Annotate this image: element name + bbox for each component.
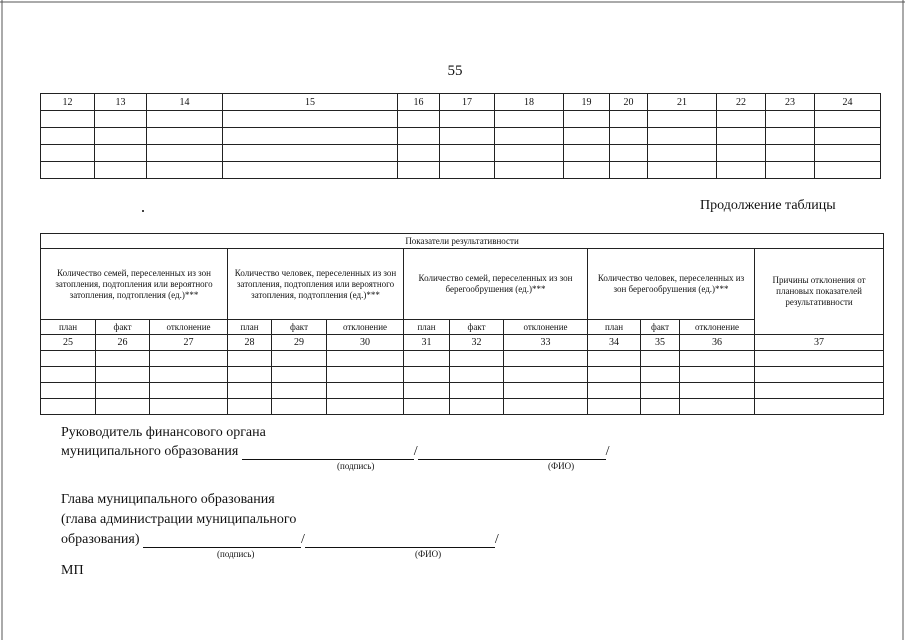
column-number: 17 bbox=[440, 94, 495, 111]
table-cell[interactable] bbox=[766, 128, 815, 145]
table-cell[interactable] bbox=[450, 367, 504, 383]
signature-caption: (подпись) bbox=[337, 461, 375, 471]
sub-header-deviation: отклонение bbox=[327, 320, 404, 335]
municipal-head-title-line1: Глава муниципального образования bbox=[61, 492, 275, 507]
table-cell[interactable] bbox=[588, 399, 641, 415]
table-cell[interactable] bbox=[717, 162, 766, 179]
table-cell[interactable] bbox=[327, 383, 404, 399]
top-table-body bbox=[41, 111, 881, 179]
column-number: 29 bbox=[272, 335, 327, 351]
table-cell[interactable] bbox=[450, 383, 504, 399]
table-cell[interactable] bbox=[41, 162, 95, 179]
table-cell[interactable] bbox=[404, 367, 450, 383]
page-number: 55 bbox=[447, 63, 463, 79]
table-cell[interactable] bbox=[272, 351, 327, 367]
table-cell[interactable] bbox=[648, 128, 717, 145]
table-cell[interactable] bbox=[41, 383, 96, 399]
table-cell[interactable] bbox=[41, 111, 95, 128]
column-number: 12 bbox=[41, 94, 95, 111]
table-cell[interactable] bbox=[648, 145, 717, 162]
table-cell[interactable] bbox=[95, 145, 147, 162]
municipal-head-title-line3: образования) bbox=[61, 532, 140, 547]
table-cell[interactable] bbox=[96, 383, 150, 399]
table-cell[interactable] bbox=[440, 111, 495, 128]
municipal-head-title-line2: (глава администрации муниципального bbox=[61, 512, 297, 527]
table-cell[interactable] bbox=[504, 399, 588, 415]
table-cell[interactable] bbox=[755, 367, 884, 383]
table-cell[interactable] bbox=[440, 128, 495, 145]
table-cell[interactable] bbox=[147, 128, 223, 145]
table-cell[interactable] bbox=[641, 383, 680, 399]
table-cell[interactable] bbox=[223, 162, 398, 179]
column-number: 19 bbox=[564, 94, 610, 111]
table-cell[interactable] bbox=[223, 111, 398, 128]
reasons-header: Причины отклонения от плановых показателей результативности bbox=[755, 249, 884, 335]
table-cell[interactable] bbox=[815, 111, 881, 128]
table-cell[interactable] bbox=[41, 145, 95, 162]
finance-head-signature-line bbox=[61, 444, 610, 460]
table-cell[interactable] bbox=[648, 162, 717, 179]
column-number: 16 bbox=[398, 94, 440, 111]
table-cell[interactable] bbox=[404, 399, 450, 415]
table-cell[interactable] bbox=[450, 399, 504, 415]
table-cell[interactable] bbox=[398, 128, 440, 145]
top-table-header-row bbox=[41, 94, 881, 111]
column-number: 13 bbox=[95, 94, 147, 111]
table-cell[interactable] bbox=[588, 367, 641, 383]
sub-header-fact: факт bbox=[96, 320, 150, 335]
municipal-head-signature-line bbox=[61, 532, 499, 548]
table-cell[interactable] bbox=[495, 162, 564, 179]
stamp-placeholder: МП bbox=[61, 563, 84, 578]
table-cell[interactable] bbox=[450, 351, 504, 367]
table-cell[interactable] bbox=[680, 383, 755, 399]
table-cell[interactable] bbox=[610, 128, 648, 145]
table-cell[interactable] bbox=[648, 111, 717, 128]
column-number: 25 bbox=[41, 335, 96, 351]
table-cell[interactable] bbox=[223, 145, 398, 162]
table-cell[interactable] bbox=[147, 162, 223, 179]
table-row bbox=[41, 351, 884, 367]
table-cell[interactable] bbox=[717, 111, 766, 128]
sub-header-plan: план bbox=[588, 320, 641, 335]
table-cell[interactable] bbox=[150, 383, 228, 399]
group-header: Показатели результативности bbox=[41, 234, 884, 249]
table-cell[interactable] bbox=[327, 351, 404, 367]
finance-head-signature-field[interactable] bbox=[242, 445, 414, 460]
table-row bbox=[41, 383, 884, 399]
table-cell[interactable] bbox=[641, 351, 680, 367]
table-row bbox=[41, 145, 881, 162]
top-table bbox=[40, 93, 881, 179]
table-cell[interactable] bbox=[610, 162, 648, 179]
main-table-body bbox=[41, 351, 884, 415]
column-number: 26 bbox=[96, 335, 150, 351]
table-cell[interactable] bbox=[272, 383, 327, 399]
table-cell[interactable] bbox=[228, 399, 272, 415]
table-cell[interactable] bbox=[717, 128, 766, 145]
column-number: 14 bbox=[147, 94, 223, 111]
name-caption: (ФИО) bbox=[415, 549, 442, 559]
table-cell[interactable] bbox=[610, 145, 648, 162]
table-cell[interactable] bbox=[755, 383, 884, 399]
table-cell[interactable] bbox=[228, 351, 272, 367]
table-cell[interactable] bbox=[680, 399, 755, 415]
table-cell[interactable] bbox=[327, 399, 404, 415]
table-cell[interactable] bbox=[96, 351, 150, 367]
table-cell[interactable] bbox=[815, 145, 881, 162]
table-cell[interactable] bbox=[440, 162, 495, 179]
table-cell[interactable] bbox=[150, 367, 228, 383]
table-cell[interactable] bbox=[223, 128, 398, 145]
table-cell[interactable] bbox=[398, 145, 440, 162]
stray-mark bbox=[142, 210, 144, 212]
table-cell[interactable] bbox=[41, 128, 95, 145]
table-cell[interactable] bbox=[504, 383, 588, 399]
column-number: 31 bbox=[404, 335, 450, 351]
column-number: 28 bbox=[228, 335, 272, 351]
column-number: 34 bbox=[588, 335, 641, 351]
column-number: 24 bbox=[815, 94, 881, 111]
column-number: 37 bbox=[755, 335, 884, 351]
table-row bbox=[41, 399, 884, 415]
column-number: 20 bbox=[610, 94, 648, 111]
signature-caption: (подпись) bbox=[217, 549, 255, 559]
finance-head-title-line1: Руководитель финансового органа bbox=[61, 425, 266, 440]
indicator-header-people-erosion: Количество человек, переселенных из зон берегообрушения (ед.)*** bbox=[588, 249, 755, 320]
indicator-header-row bbox=[41, 249, 884, 320]
table-cell[interactable] bbox=[610, 111, 648, 128]
column-number: 33 bbox=[504, 335, 588, 351]
table-cell[interactable] bbox=[95, 128, 147, 145]
performance-indicators-table bbox=[40, 233, 884, 415]
finance-head-title-line2: муниципального образования bbox=[61, 444, 239, 459]
separator: / bbox=[494, 532, 499, 547]
sub-header-fact: факт bbox=[641, 320, 680, 335]
column-number: 36 bbox=[680, 335, 755, 351]
table-cell[interactable] bbox=[96, 367, 150, 383]
table-cell[interactable] bbox=[588, 351, 641, 367]
table-cell[interactable] bbox=[404, 383, 450, 399]
table-cell[interactable] bbox=[327, 367, 404, 383]
table-cell[interactable] bbox=[228, 367, 272, 383]
column-number: 18 bbox=[495, 94, 564, 111]
column-number: 35 bbox=[641, 335, 680, 351]
table-row bbox=[41, 111, 881, 128]
table-cell[interactable] bbox=[272, 367, 327, 383]
table-cell[interactable] bbox=[680, 351, 755, 367]
municipal-head-signature-field[interactable] bbox=[143, 533, 301, 548]
sub-header-deviation: отклонение bbox=[680, 320, 755, 335]
sub-header-deviation: отклонение bbox=[504, 320, 588, 335]
table-cell[interactable] bbox=[41, 351, 96, 367]
table-cell[interactable] bbox=[504, 351, 588, 367]
table-row bbox=[41, 367, 884, 383]
sub-header-deviation: отклонение bbox=[150, 320, 228, 335]
table-cell[interactable] bbox=[95, 162, 147, 179]
table-cell[interactable] bbox=[504, 367, 588, 383]
sub-header-plan: план bbox=[41, 320, 96, 335]
group-header-row bbox=[41, 234, 884, 249]
column-number: 22 bbox=[717, 94, 766, 111]
table-cell[interactable] bbox=[564, 162, 610, 179]
table-cell[interactable] bbox=[398, 162, 440, 179]
table-cell[interactable] bbox=[564, 111, 610, 128]
table-cell[interactable] bbox=[96, 399, 150, 415]
table-cell[interactable] bbox=[680, 367, 755, 383]
column-number: 15 bbox=[223, 94, 398, 111]
table-cell[interactable] bbox=[95, 111, 147, 128]
table-cell[interactable] bbox=[588, 383, 641, 399]
table-cell[interactable] bbox=[228, 383, 272, 399]
column-number: 21 bbox=[648, 94, 717, 111]
table-cell[interactable] bbox=[41, 399, 96, 415]
table-cell[interactable] bbox=[766, 162, 815, 179]
column-number: 27 bbox=[150, 335, 228, 351]
separator: / bbox=[413, 444, 418, 459]
table-cell[interactable] bbox=[641, 399, 680, 415]
continuation-label: Продолжение таблицы bbox=[700, 198, 836, 213]
table-cell[interactable] bbox=[495, 111, 564, 128]
sub-header-plan: план bbox=[404, 320, 450, 335]
table-cell[interactable] bbox=[641, 367, 680, 383]
table-cell[interactable] bbox=[564, 128, 610, 145]
table-cell[interactable] bbox=[815, 162, 881, 179]
finance-head-name-field[interactable] bbox=[418, 445, 606, 460]
table-cell[interactable] bbox=[766, 111, 815, 128]
table-cell[interactable] bbox=[717, 145, 766, 162]
sub-header-fact: факт bbox=[272, 320, 327, 335]
table-cell[interactable] bbox=[41, 367, 96, 383]
table-cell[interactable] bbox=[766, 145, 815, 162]
column-number: 30 bbox=[327, 335, 404, 351]
table-cell[interactable] bbox=[440, 145, 495, 162]
column-number-row bbox=[41, 335, 884, 351]
table-cell[interactable] bbox=[147, 145, 223, 162]
table-cell[interactable] bbox=[272, 399, 327, 415]
table-row bbox=[41, 128, 881, 145]
indicator-header-families-flood: Количество семей, переселенных из зон затопления, подтопления или вероятного затопления, подтопления (ед.)*** bbox=[41, 249, 228, 320]
municipal-head-name-field[interactable] bbox=[305, 533, 495, 548]
table-cell[interactable] bbox=[150, 351, 228, 367]
column-number: 23 bbox=[766, 94, 815, 111]
indicator-header-people-flood: Количество человек, переселенных из зон затопления, подтопления или вероятного затопления, подтопления (ед.)*** bbox=[228, 249, 404, 320]
table-cell[interactable] bbox=[147, 111, 223, 128]
table-cell[interactable] bbox=[404, 351, 450, 367]
column-number: 32 bbox=[450, 335, 504, 351]
table-cell[interactable] bbox=[564, 145, 610, 162]
sub-header-fact: факт bbox=[450, 320, 504, 335]
separator: / bbox=[605, 444, 610, 459]
table-cell[interactable] bbox=[755, 351, 884, 367]
table-cell[interactable] bbox=[495, 128, 564, 145]
table-cell[interactable] bbox=[755, 399, 884, 415]
name-caption: (ФИО) bbox=[548, 461, 575, 471]
table-row bbox=[41, 162, 881, 179]
table-cell[interactable] bbox=[398, 111, 440, 128]
separator: / bbox=[301, 532, 305, 547]
table-cell[interactable] bbox=[495, 145, 564, 162]
indicator-header-families-erosion: Количество семей, переселенных из зон берегообрушения (ед.)*** bbox=[404, 249, 588, 320]
table-cell[interactable] bbox=[150, 399, 228, 415]
table-cell[interactable] bbox=[815, 128, 881, 145]
sub-header-plan: план bbox=[228, 320, 272, 335]
